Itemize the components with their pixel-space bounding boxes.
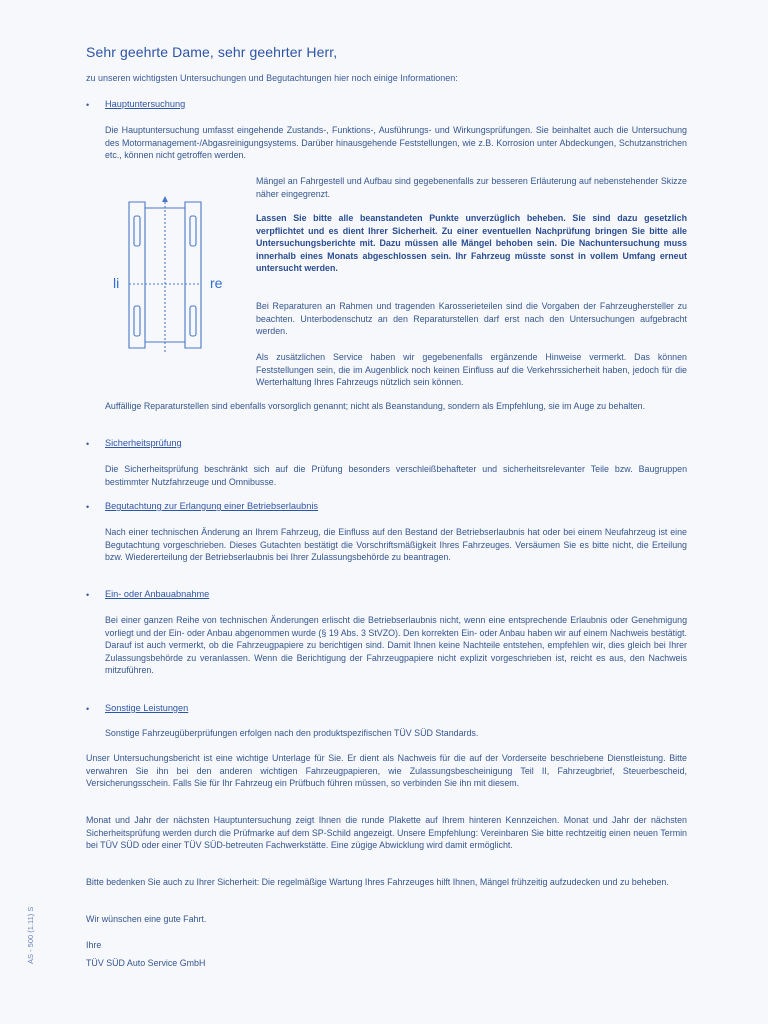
heading-sonstige-leistungen: Sonstige Leistungen	[105, 703, 189, 713]
good-trip-wish: Wir wünschen eine gute Fahrt.	[86, 914, 207, 924]
greeting: Sehr geehrte Dame, sehr geehrter Herr,	[86, 44, 338, 60]
company-name: TÜV SÜD Auto Service GmbH	[86, 958, 206, 968]
section-text-sonstige-leistungen: Sonstige Fahrzeugüberprüfungen erfolgen nach den produktspezifischen TÜV SÜD Standards.	[105, 728, 479, 738]
next-inspection-note: Monat und Jahr der nächsten Hauptuntersuchung zeigt Ihnen die runde Plakette auf Ihrem hinteren Kennzeichen. Monat und Jahr der nächsten Sicherheitsprüfung werden durch die Prüfmarke auf dem SP-Schild angezeigt. Unsere Empfehlung: Vereinbaren Sie bitte rechtzeitig einen neuen Termin bei TÜV SÜD oder einer TÜV SÜD-betreuten Fachwerkstätte. Eine zügige Abwicklung wird damit ermöglicht.	[86, 815, 687, 850]
vehicle-diagram	[127, 194, 207, 354]
heading-sicherheitspruefung: Sicherheitsprüfung	[105, 438, 182, 448]
bullet-2: •	[86, 439, 90, 449]
intro-text: zu unseren wichtigsten Untersuchungen und Begutachtungen hier noch einige Informationen:	[86, 73, 458, 83]
section-text-sicherheitspruefung: Die Sicherheitsprüfung beschränkt sich auf die Prüfung besonders verschleißbehafteter und sicherheitsrelevanter Teile bzw. Baugruppen bestimmter Nutzfahrzeuge und Omnibusse.	[105, 464, 687, 487]
frame-repair-note: Bei Reparaturen an Rahmen und tragenden Karosserieteilen sind die Vorgaben der Fahrzeughersteller zu beachten. Unterbodenschutz an den Reparaturstellen darf erst nach den Untersuchungen aufgebracht werden.	[256, 301, 687, 336]
heading-hauptuntersuchung: Hauptuntersuchung	[105, 99, 186, 109]
bullet-4: •	[86, 590, 90, 600]
heading-begutachtung: Begutachtung zur Erlangung einer Betriebserlaubnis	[105, 501, 318, 511]
diagram-label-right: re	[210, 275, 223, 291]
report-storage-note: Unser Untersuchungsbericht ist eine wichtige Unterlage für Sie. Er dient als Nachweis für die auf der Vorderseite beschriebene Dienstleistung. Bitte verwahren Sie ihn bei den anderen wichtigen Fahrzeugpapieren, wie Zulassungsbescheinigung Teil II, Fahrzeugbrief, Steuerbescheid, Versicherungsschein. Falls Sie für Ihr Fahrzeug ein Prüfbuch führen müssen, so verbinden Sie ihn mit diesem.	[86, 753, 687, 788]
maintenance-note: Bitte bedenken Sie auch zu Ihrer Sicherheit: Die regelmäßige Wartung Ihres Fahrzeuges hilft Ihnen, Mängel frühzeitig aufzudecken und zu beheben.	[86, 877, 669, 887]
service-note: Als zusätzlichen Service haben wir gegebenenfalls ergänzende Hinweise vermerkt. Das können Feststellungen sein, die im Augenblick noch keinen Einfluss auf die Verkehrssicherheit haben, jedoch für die Werterhaltung Ihres Fahrzeugs nützlich sein können.	[256, 352, 687, 387]
front-arrow-icon	[162, 196, 168, 202]
section-text-begutachtung: Nach einer technischen Änderung an Ihrem Fahrzeug, die Einfluss auf den Bestand der Betriebserlaubnis hat oder bei einem Neufahrzeug ist eine Begutachtung vorgeschrieben. Dieses Gutachten bestätigt die Vorschriftsmäßigkeit Ihres Fahrzeuges. Versäumen Sie es bitte nicht, die Erteilung bzw. Wiedererteilung der Betriebserlaubnis bei Ihrer Zulassungsbehörde zu beantragen.	[105, 527, 687, 562]
repair-spots-note: Auffällige Reparaturstellen sind ebenfalls vorsorglich genannt; nicht als Beanstandung, sondern als Empfehlung, sie im Auge zu behalten.	[105, 401, 646, 411]
form-code: AS - 500 (1.11) S	[26, 906, 35, 964]
diagram-note: Mängel an Fahrgestell und Aufbau sind gegebenenfalls zur besseren Erläuterung auf nebenstehender Skizze näher eingegrenzt.	[256, 176, 687, 199]
signoff: Ihre	[86, 940, 102, 950]
heading-anbauabnahme: Ein- oder Anbauabnahme	[105, 589, 210, 599]
repair-instructions: Lassen Sie bitte alle beanstandeten Punkte unverzüglich beheben. Sie sind dazu gesetzlich verpflichtet und es dient Ihrer Sicherheit. Zu einer eventuellen Nachprüfung bringen Sie bitte alle Untersuchungsberichte mit. Dazu müssen alle Mängel behoben sein. Die Nachuntersuchung muss innerhalb eines Monats abgeschlossen sein. Ihr Fahrzeug müsste sonst in vollem Umfang erneut untersucht werden.	[256, 213, 687, 273]
bullet-5: •	[86, 704, 90, 714]
section-text-hauptuntersuchung: Die Hauptuntersuchung umfasst eingehende Zustands-, Funktions-, Ausführungs- und Wirkungsprüfungen. Sie beinhaltet auch die Untersuchung des Motormanagement-/Abgasreinigungsystems. Darüber hinausgehende Feststellungen, wie z.B. Korrosion unter Abdeckungen, Schutzanstrichen etc., können nicht getroffen werden.	[105, 125, 687, 160]
section-text-anbauabnahme: Bei einer ganzen Reihe von technischen Änderungen erlischt die Betriebserlaubnis nicht, wenn eine entsprechende Erlaubnis oder Genehmigung vorliegt und der Ein- oder Anbau abgenommen wurde (§ 19 Abs. 3 StVZO). Den korrekten Ein- oder Anbau haben wir auf einem Nachweis bestätigt. Darauf ist auch vermerkt, ob die Fahrzeugpapiere zu berichtigen sind. Damit Ihnen keine Nachteile entstehen, empfehlen wir, dies gleich bei Ihrer Zulassungsbehörde zu veranlassen. Wenn die Berichtigung der Fahrzeugpapiere nicht explizit vorgeschrieben ist, reicht es aus, den Nachweis mitzuführen.	[105, 615, 687, 675]
bullet-3: •	[86, 502, 90, 512]
diagram-label-left: li	[113, 275, 120, 291]
bullet-1: •	[86, 100, 90, 110]
